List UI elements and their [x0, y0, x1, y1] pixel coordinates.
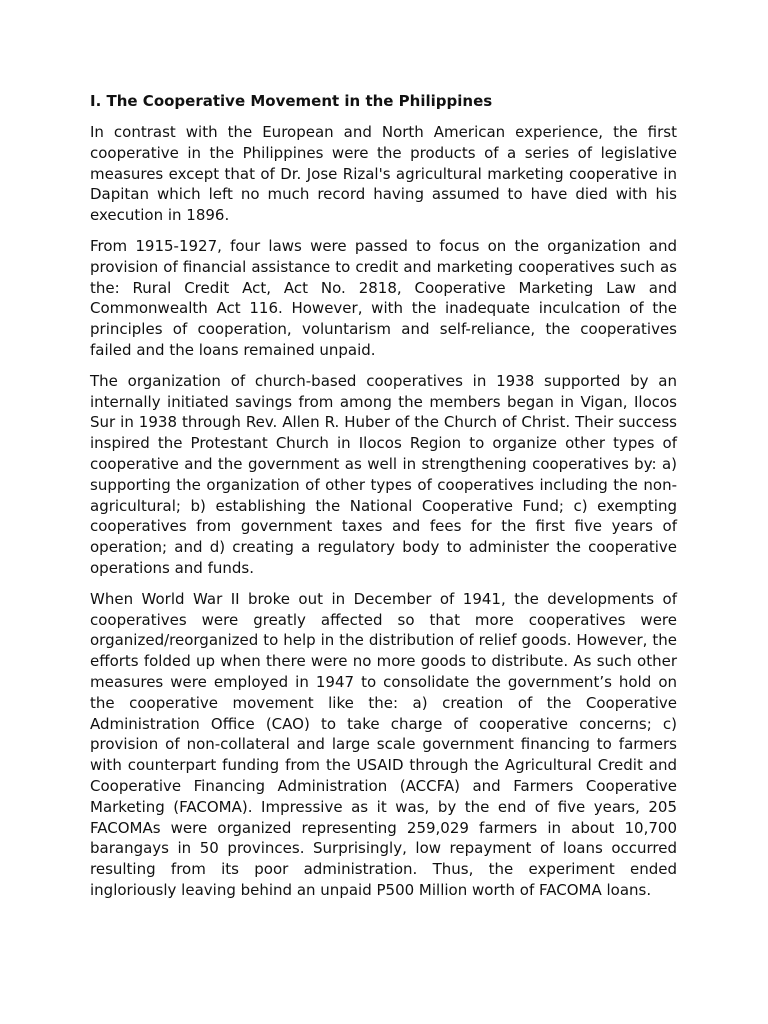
- paragraph-church-based-cooperatives: The organization of church-based cooperatives in 1938 supported by an internally initiated savings from among the members began in Vigan, Ilocos Sur in 1938 through Rev. Allen R. Huber of the Church of Christ. Their success inspired the Protestant Church in Ilocos Region to organize other types of cooperative and the government as well in strengthening cooperatives by: a) supporting the organization of other types of cooperatives including the non-agricultural; b) establishing the National Cooperative Fund; c) exempting cooperatives from government taxes and fees for the first five years of operation; and d) creating a regulatory body to administer the cooperative operations and funds.: [90, 371, 677, 577]
- document-page: [90, 90, 677, 911]
- paragraph-world-war-ii: When World War II broke out in December of 1941, the developments of cooperatives were greatly affected so that more cooperatives were organized/reorganized to help in the distribution of relief goods. However, the efforts folded up when there were no more goods to distribute. As such other measures were employed in 1947 to consolidate the government’s hold on the cooperative movement like the: a) creation of the Cooperative Administration Office (CAO) to take charge of cooperative concerns; c) provision of non-collateral and large scale government financing to farmers with counterpart funding from the USAID through the Agricultural Credit and Cooperative Financing Administration (ACCFA) and Farmers Cooperative Marketing (FACOMA). Impressive as it was, by the end of five years, 205 FACOMAs were organized representing 259,029 farmers in about 10,700 barangays in 50 provinces. Surprisingly, low repayment of loans occurred resulting from its poor administration. Thus, the experiment ended ingloriously leaving behind an unpaid P500 Million worth of FACOMA loans.: [90, 589, 677, 899]
- paragraph-1915-1927-laws: From 1915-1927, four laws were passed to focus on the organization and provision of financial assistance to credit and marketing cooperatives such as the: Rural Credit Act, Act No. 2818, Cooperative Marketing Law and Commonwealth Act 116. However, with the inadequate inculcation of the principles of cooperation, voluntarism and self-reliance, the cooperatives failed and the loans remained unpaid.: [90, 236, 677, 359]
- paragraph-first-cooperatives: In contrast with the European and North American experience, the first cooperative in the Philippines were the products of a series of legislative measures except that of Dr. Jose Rizal's agricultural marketing cooperative in Dapitan which left no much record having assumed to have died with his execution in 1896.: [90, 123, 677, 225]
- section-heading: I. The Cooperative Movement in the Philippines: [90, 92, 493, 110]
